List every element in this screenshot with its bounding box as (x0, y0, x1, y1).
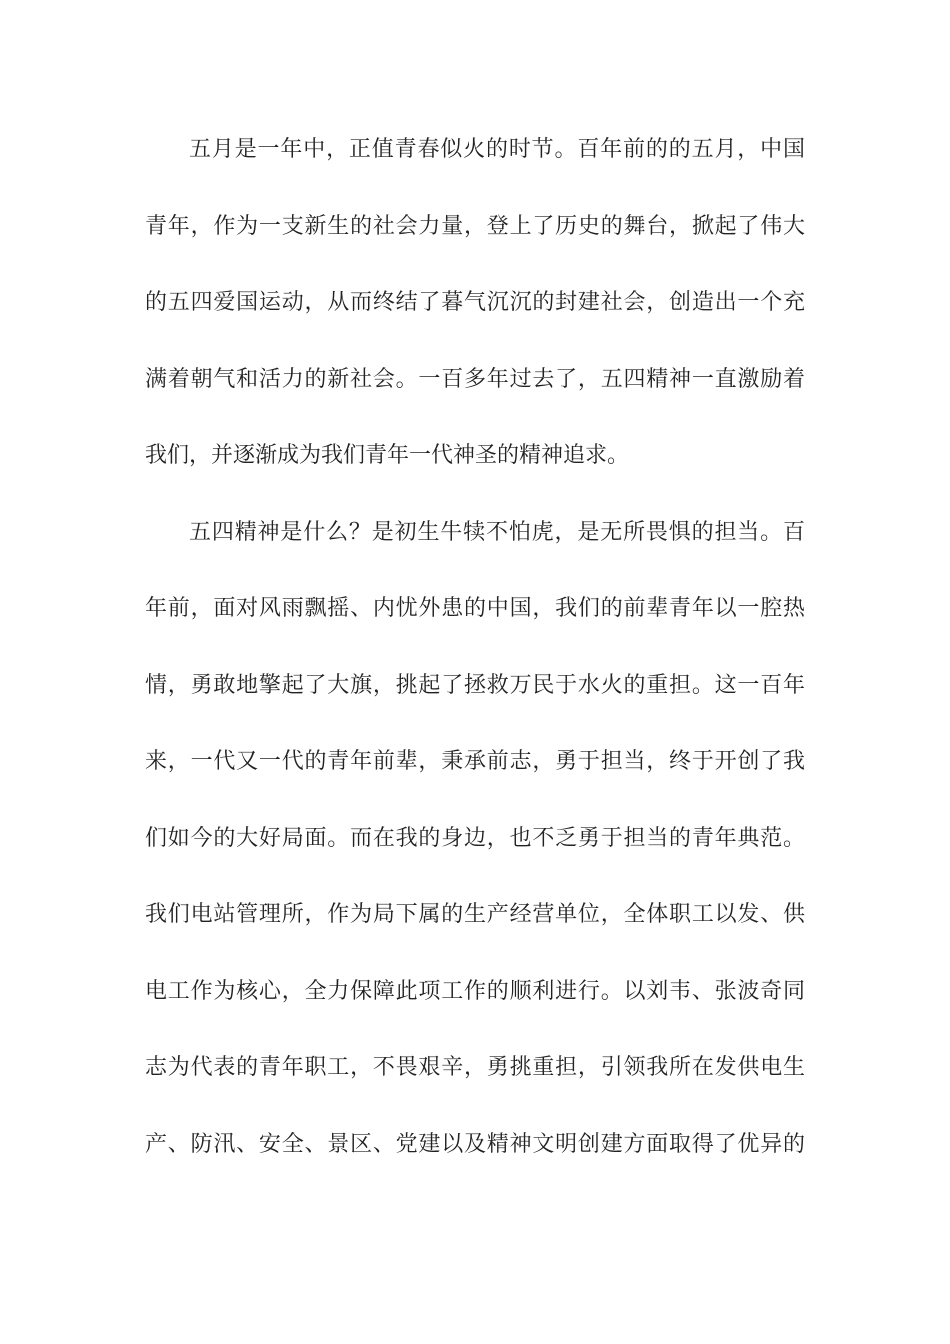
text-line: 我们，并逐渐成为我们青年一代神圣的精神追求。 (145, 443, 630, 468)
text-line: 满着朝气和活力的新社会。一百多年过去了，五四精神一直激励着 (145, 366, 805, 392)
text-line: 志为代表的青年职工，不畏艰辛，勇挑重担，引领我所在发供电生 (145, 1055, 805, 1080)
text-line: 们如今的大好局面。而在我的身边，也不乏勇于担当的青年典范。 (145, 825, 805, 851)
text-line: 情，勇敢地擎起了大旗，挑起了拯救万民于水火的重担。这一百年 (145, 672, 805, 698)
text-line: 五月是一年中，正值青春似火的时节。百年前的的五月，中国 (189, 137, 805, 162)
text-line: 青年，作为一支新生的社会力量，登上了历史的舞台，掀起了伟大 (145, 213, 805, 239)
text-line: 产、防汛、安全、景区、党建以及精神文明创建方面取得了优异的 (145, 1131, 805, 1157)
text-line: 我们电站管理所，作为局下属的生产经营单位，全体职工以发、供 (145, 902, 805, 927)
body-text (145, 130, 805, 1201)
text-line: 的五四爱国运动，从而终结了暮气沉沉的封建社会，创造出一个充 (145, 290, 805, 315)
text-line: 电工作为核心，全力保障此项工作的顺利进行。以刘韦、张波奇同 (145, 978, 805, 1004)
text-line: 五四精神是什么？是初生牛犊不怕虎，是无所畏惧的担当。百 (189, 519, 805, 545)
text-line: 来，一代又一代的青年前辈，秉承前志，勇于担当，终于开创了我 (145, 749, 805, 774)
text-line: 年前，面对风雨飘摇、内忧外患的中国，我们的前辈青年以一腔热 (145, 596, 805, 621)
